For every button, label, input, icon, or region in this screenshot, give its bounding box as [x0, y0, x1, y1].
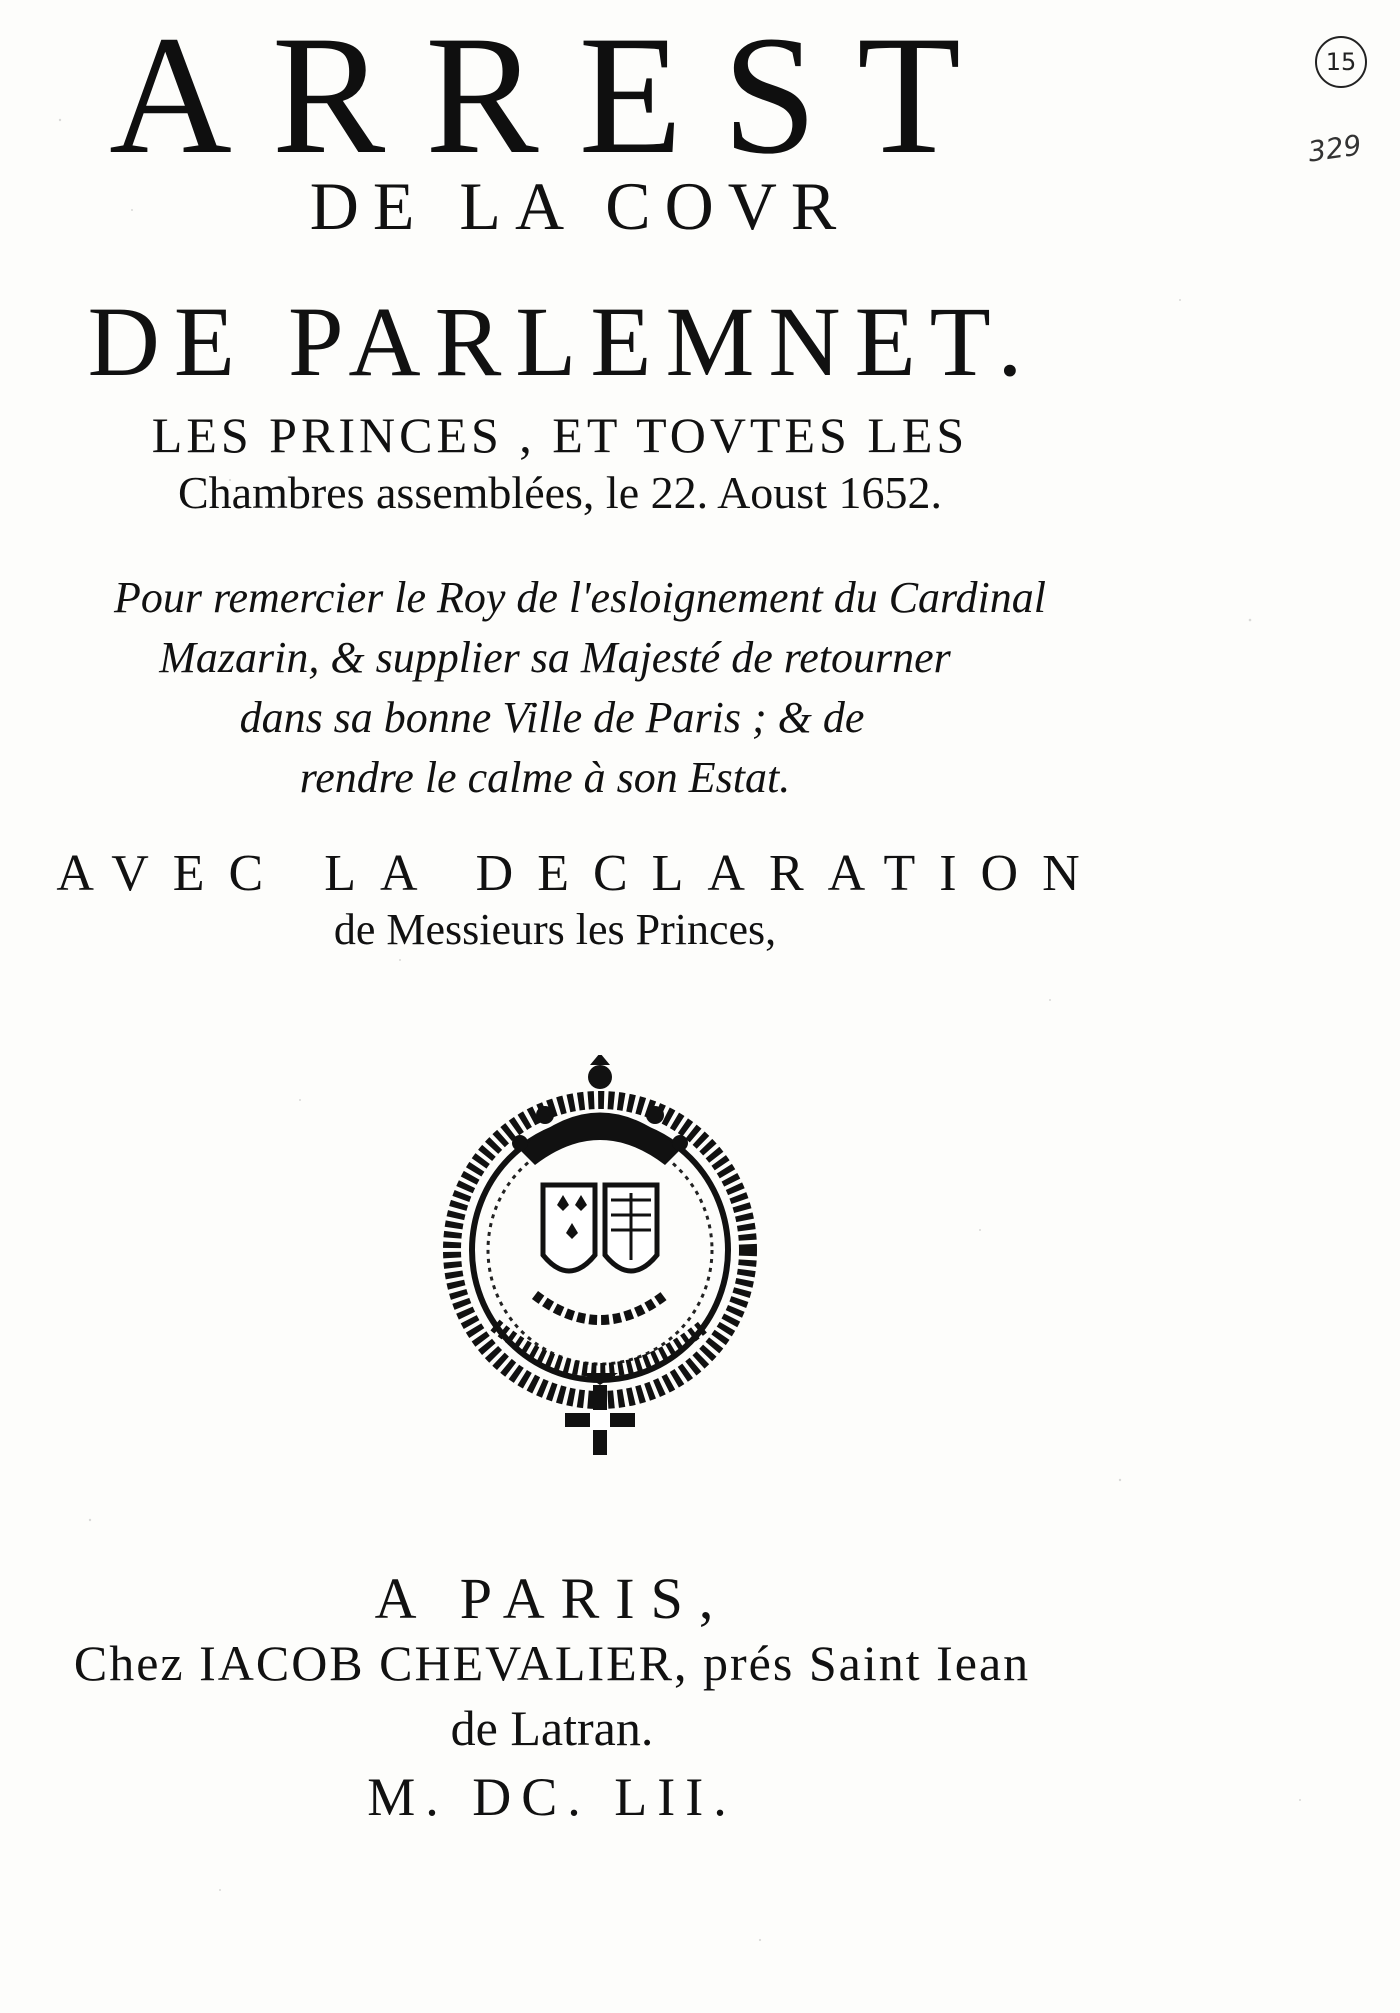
imprint-place: de Latran.	[450, 1700, 654, 1756]
purpose-line-4: rendre le calme à son Estat.	[299, 753, 791, 802]
court-line: DE LA COVR	[309, 168, 851, 244]
declaration-heading: AVEC LA DECLARATION	[56, 845, 1104, 902]
parliament-line: DE PARLEMNET.	[87, 286, 1037, 397]
purpose-line-1: Pour remercier le Roy de l'esloignement du Cardinal	[114, 573, 1046, 622]
declaration-sub: de Messieurs les Princes,	[333, 905, 777, 954]
imprint-publisher: Chez IACOB CHEVALIER, prés Saint Iean	[73, 1635, 1031, 1691]
handwritten-number: 329	[1305, 128, 1364, 169]
purpose-line-3: dans sa bonne Ville de Paris ; & de	[239, 693, 865, 742]
royal-coat-of-arms-icon	[435, 1055, 765, 1475]
purpose-line-2: Mazarin, & supplier sa Majesté de retourner	[159, 633, 951, 682]
princes-line: LES PRINCES , ET TOVTES LES	[151, 407, 969, 463]
imprint-city: A PARIS,	[374, 1566, 730, 1631]
date-line: Chambres assemblées, le 22. Aoust 1652.	[177, 467, 942, 518]
imprint-year: M. DC. LII.	[367, 1767, 737, 1827]
circled-page-number: 15	[1315, 36, 1367, 88]
document-title: ARREST	[109, 1, 1001, 189]
